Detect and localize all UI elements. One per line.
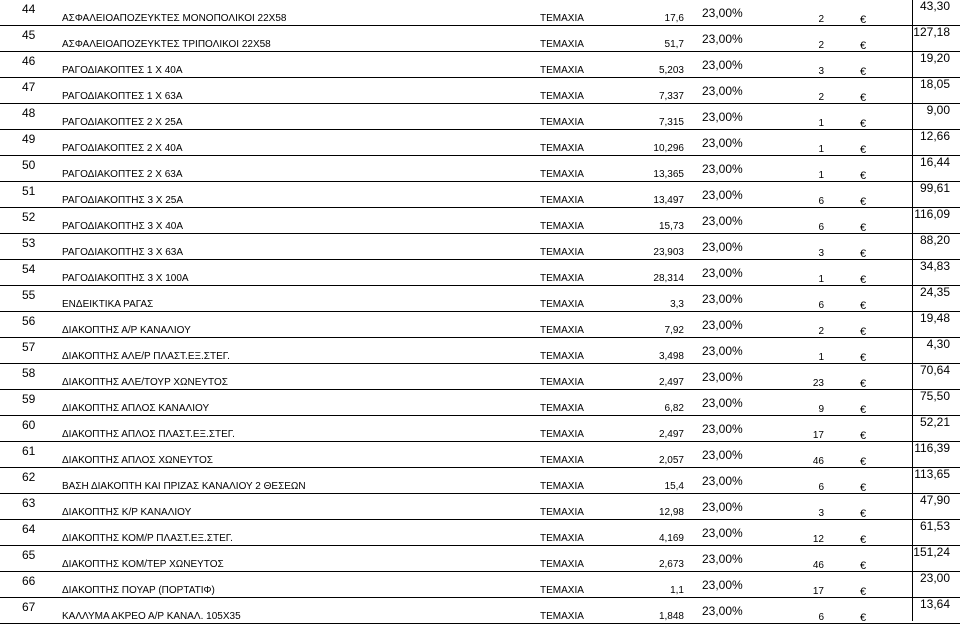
unit-label: ΤΕΜΑΧΙΑ xyxy=(540,403,584,414)
vat-rate: 23,00% xyxy=(702,370,743,384)
item-description: ΔΙΑΚΟΠΤΗΣ ΠΟΥΑΡ (ΠΟΡΤΑΤΙΦ) xyxy=(62,585,215,596)
unit-price: 5,203 xyxy=(658,65,684,76)
currency-symbol: € xyxy=(860,612,867,624)
currency-symbol: € xyxy=(860,40,867,52)
unit-label: ΤΕΜΑΧΙΑ xyxy=(540,39,584,50)
unit-price: 13,497 xyxy=(653,195,684,206)
unit-label: ΤΕΜΑΧΙΑ xyxy=(540,377,584,388)
vat-rate: 23,00% xyxy=(702,136,743,150)
line-total: 151,24 xyxy=(913,545,950,559)
vat-rate: 23,00% xyxy=(702,604,743,618)
currency-symbol: € xyxy=(860,534,867,546)
quantity: 2 xyxy=(818,92,824,103)
line-total: 127,18 xyxy=(913,25,950,39)
line-total: 16,44 xyxy=(919,155,950,169)
currency-symbol: € xyxy=(860,560,867,572)
item-description: ΔΙΑΚΟΠΤΗΣ ΑΛΕ/Ρ ΠΛΑΣΤ.ΕΞ.ΣΤΕΓ. xyxy=(62,351,230,362)
vat-rate: 23,00% xyxy=(702,240,743,254)
row-number: 63 xyxy=(22,496,36,510)
unit-label: ΤΕΜΑΧΙΑ xyxy=(540,559,584,570)
table-row xyxy=(0,52,960,78)
currency-symbol: € xyxy=(860,118,867,130)
unit-price: 4,169 xyxy=(658,533,684,544)
quantity: 3 xyxy=(818,248,824,259)
table-row xyxy=(0,130,960,156)
quantity: 23 xyxy=(812,378,824,389)
quantity: 1 xyxy=(818,274,824,285)
item-description: ΕΝΔΕΙΚΤΙΚΑ ΡΑΓΑΣ xyxy=(62,299,154,310)
row-number: 44 xyxy=(22,2,36,16)
row-number: 59 xyxy=(22,392,36,406)
currency-symbol: € xyxy=(860,508,867,520)
currency-symbol: € xyxy=(860,92,867,104)
line-total: 116,39 xyxy=(914,441,950,455)
line-total: 19,48 xyxy=(919,311,950,325)
table-row xyxy=(0,260,960,286)
line-total: 47,90 xyxy=(919,493,950,507)
line-total: 70,64 xyxy=(919,363,950,377)
quantity: 6 xyxy=(818,482,824,493)
unit-label: ΤΕΜΑΧΙΑ xyxy=(540,65,584,76)
quantity: 12 xyxy=(812,534,824,545)
unit-price: 7,92 xyxy=(664,325,684,336)
line-total: 4,30 xyxy=(926,337,950,351)
table-row xyxy=(0,572,960,598)
unit-label: ΤΕΜΑΧΙΑ xyxy=(540,221,584,232)
vat-rate: 23,00% xyxy=(702,266,743,280)
unit-label: ΤΕΜΑΧΙΑ xyxy=(540,585,584,596)
currency-symbol: € xyxy=(860,378,867,390)
currency-symbol: € xyxy=(860,170,867,182)
row-number: 46 xyxy=(22,54,36,68)
line-total: 113,65 xyxy=(914,467,950,481)
vat-rate: 23,00% xyxy=(702,214,743,228)
vat-rate: 23,00% xyxy=(702,58,743,72)
unit-label: ΤΕΜΑΧΙΑ xyxy=(540,481,584,492)
item-description: ΔΙΑΚΟΠΤΗΣ ΑΛΕ/ΤΟΥΡ ΧΩΝΕΥΤΟΣ xyxy=(62,377,228,388)
unit-price: 23,903 xyxy=(653,247,684,258)
row-number: 51 xyxy=(22,184,36,198)
table-row xyxy=(0,286,960,312)
vat-rate: 23,00% xyxy=(702,448,743,462)
unit-price: 3,498 xyxy=(658,351,684,362)
unit-price: 51,7 xyxy=(664,39,684,50)
row-number: 67 xyxy=(22,600,36,614)
line-total: 43,30 xyxy=(919,0,950,13)
currency-symbol: € xyxy=(860,144,867,156)
table-row xyxy=(0,364,960,390)
table-row xyxy=(0,234,960,260)
unit-price: 7,315 xyxy=(658,117,684,128)
unit-price: 1,1 xyxy=(670,585,684,596)
row-number: 58 xyxy=(22,366,36,380)
unit-price: 28,314 xyxy=(653,273,684,284)
table-row xyxy=(0,390,960,416)
vat-rate: 23,00% xyxy=(702,396,743,410)
quantity: 1 xyxy=(818,352,824,363)
unit-label: ΤΕΜΑΧΙΑ xyxy=(540,91,584,102)
table-row xyxy=(0,416,960,442)
item-description: ΔΙΑΚΟΠΤΗΣ ΚΟΜ/Ρ ΠΛΑΣΤ.ΕΞ.ΣΤΕΓ. xyxy=(62,533,233,544)
line-total: 23,00 xyxy=(919,571,950,585)
unit-price: 7,337 xyxy=(658,91,684,102)
vat-rate: 23,00% xyxy=(702,84,743,98)
currency-symbol: € xyxy=(860,404,867,416)
quantity: 3 xyxy=(818,508,824,519)
line-total: 116,09 xyxy=(914,207,950,221)
unit-label: ΤΕΜΑΧΙΑ xyxy=(540,169,584,180)
row-number: 64 xyxy=(22,522,36,536)
table-row xyxy=(0,312,960,338)
unit-label: ΤΕΜΑΧΙΑ xyxy=(540,507,584,518)
line-total: 12,66 xyxy=(919,129,950,143)
quantity: 46 xyxy=(812,560,824,571)
currency-symbol: € xyxy=(860,300,867,312)
row-number: 62 xyxy=(22,470,36,484)
vat-rate: 23,00% xyxy=(702,32,743,46)
unit-price: 2,497 xyxy=(658,429,684,440)
line-total: 61,53 xyxy=(919,519,950,533)
vat-rate: 23,00% xyxy=(702,422,743,436)
quantity: 6 xyxy=(818,612,824,623)
vat-rate: 23,00% xyxy=(702,318,743,332)
vat-rate: 23,00% xyxy=(702,188,743,202)
table-row xyxy=(0,208,960,234)
unit-label: ΤΕΜΑΧΙΑ xyxy=(540,429,584,440)
table-row xyxy=(0,104,960,130)
item-description: ΑΣΦΑΛΕΙΟΑΠΟΖΕΥΚΤΕΣ ΤΡΙΠΟΛΙΚΟΙ 22Χ58 xyxy=(62,39,271,50)
unit-label: ΤΕΜΑΧΙΑ xyxy=(540,455,584,466)
currency-symbol: € xyxy=(860,586,867,598)
line-total: 19,20 xyxy=(919,51,950,65)
item-description: ΡΑΓΟΔΙΑΚΟΠΤΗΣ 3 Χ 40Α xyxy=(62,221,184,232)
unit-price: 15,73 xyxy=(658,221,684,232)
line-total: 88,20 xyxy=(919,233,950,247)
table-row xyxy=(0,468,960,494)
row-number: 65 xyxy=(22,548,36,562)
item-description: ΡΑΓΟΔΙΑΚΟΠΤΕΣ 1 Χ 40Α xyxy=(62,65,183,76)
row-number: 61 xyxy=(22,444,36,458)
table-row xyxy=(0,26,960,52)
vat-rate: 23,00% xyxy=(702,162,743,176)
item-description: ΒΑΣΗ ΔΙΑΚΟΠΤΗ ΚΑΙ ΠΡΙΖΑΣ ΚΑΝΑΛΙΟΥ 2 ΘΕΣΕΩΝ xyxy=(62,481,306,492)
item-description: ΡΑΓΟΔΙΑΚΟΠΤΕΣ 2 Χ 40Α xyxy=(62,143,183,154)
unit-price: 2,057 xyxy=(658,455,684,466)
row-number: 47 xyxy=(22,80,36,94)
item-description: ΚΑΛΛΥΜΑ ΑΚΡΕΟ Α/Ρ ΚΑΝΑΛ. 105Χ35 xyxy=(62,611,241,622)
currency-symbol: € xyxy=(860,66,867,78)
unit-price: 10,296 xyxy=(653,143,684,154)
unit-label: ΤΕΜΑΧΙΑ xyxy=(540,195,584,206)
table-row xyxy=(0,546,960,572)
row-number: 45 xyxy=(22,28,36,42)
row-number: 55 xyxy=(22,288,36,302)
vat-rate: 23,00% xyxy=(702,344,743,358)
row-number: 66 xyxy=(22,574,36,588)
row-number: 48 xyxy=(22,106,36,120)
currency-symbol: € xyxy=(860,326,867,338)
quantity: 17 xyxy=(812,430,824,441)
vat-rate: 23,00% xyxy=(702,474,743,488)
item-description: ΡΑΓΟΔΙΑΚΟΠΤΕΣ 1 Χ 63Α xyxy=(62,91,183,102)
item-description: ΡΑΓΟΔΙΑΚΟΠΤΕΣ 2 Χ 63Α xyxy=(62,169,183,180)
line-total: 9,00 xyxy=(926,103,950,117)
table-row xyxy=(0,182,960,208)
vat-rate: 23,00% xyxy=(702,110,743,124)
item-description: ΔΙΑΚΟΠΤΗΣ ΑΠΛΟΣ ΠΛΑΣΤ.ΕΞ.ΣΤΕΓ. xyxy=(62,429,235,440)
row-number: 49 xyxy=(22,132,36,146)
table-row xyxy=(0,0,960,26)
quantity: 6 xyxy=(818,196,824,207)
line-total: 99,61 xyxy=(919,181,950,195)
item-description: ΡΑΓΟΔΙΑΚΟΠΤΗΣ 3 Χ 63Α xyxy=(62,247,184,258)
unit-price: 6,82 xyxy=(664,403,684,414)
quantity: 1 xyxy=(818,144,824,155)
line-total: 24,35 xyxy=(919,285,950,299)
vat-rate: 23,00% xyxy=(702,6,743,20)
unit-price: 13,365 xyxy=(653,169,684,180)
quantity: 1 xyxy=(818,170,824,181)
item-description: ΔΙΑΚΟΠΤΗΣ Κ/Ρ ΚΑΝΑΛΙΟΥ xyxy=(62,507,192,518)
row-number: 56 xyxy=(22,314,36,328)
table-row xyxy=(0,494,960,520)
unit-price: 17,6 xyxy=(664,13,684,24)
line-total: 18,05 xyxy=(919,77,950,91)
table-row xyxy=(0,338,960,364)
row-number: 50 xyxy=(22,158,36,172)
unit-label: ΤΕΜΑΧΙΑ xyxy=(540,611,584,622)
unit-label: ΤΕΜΑΧΙΑ xyxy=(540,299,584,310)
unit-label: ΤΕΜΑΧΙΑ xyxy=(540,325,584,336)
unit-label: ΤΕΜΑΧΙΑ xyxy=(540,533,584,544)
unit-price: 15,4 xyxy=(664,481,684,492)
table-row xyxy=(0,78,960,104)
quantity: 46 xyxy=(812,456,824,467)
item-description: ΔΙΑΚΟΠΤΗΣ ΑΠΛΟΣ ΚΑΝΑΛΙΟΥ xyxy=(62,403,210,414)
currency-symbol: € xyxy=(860,222,867,234)
unit-label: ΤΕΜΑΧΙΑ xyxy=(540,351,584,362)
unit-price: 2,497 xyxy=(658,377,684,388)
item-description: ΡΑΓΟΔΙΑΚΟΠΤΗΣ 3 Χ 100Α xyxy=(62,273,189,284)
quantity: 2 xyxy=(818,40,824,51)
vat-rate: 23,00% xyxy=(702,552,743,566)
quantity: 6 xyxy=(818,300,824,311)
unit-label: ΤΕΜΑΧΙΑ xyxy=(540,273,584,284)
item-description: ΡΑΓΟΔΙΑΚΟΠΤΕΣ 2 Χ 25Α xyxy=(62,117,183,128)
vat-rate: 23,00% xyxy=(702,526,743,540)
item-description: ΑΣΦΑΛΕΙΟΑΠΟΖΕΥΚΤΕΣ ΜΟΝΟΠΟΛΙΚΟΙ 22Χ58 xyxy=(62,13,287,24)
line-total: 52,21 xyxy=(919,415,950,429)
item-description: ΔΙΑΚΟΠΤΗΣ Α/Ρ ΚΑΝΑΛΙΟΥ xyxy=(62,325,191,336)
item-description: ΔΙΑΚΟΠΤΗΣ ΑΠΛΟΣ ΧΩΝΕΥΤΟΣ xyxy=(62,455,213,466)
unit-label: ΤΕΜΑΧΙΑ xyxy=(540,247,584,258)
unit-label: ΤΕΜΑΧΙΑ xyxy=(540,117,584,128)
unit-price: 12,98 xyxy=(658,507,684,518)
row-number: 57 xyxy=(22,340,36,354)
quantity: 9 xyxy=(818,404,824,415)
unit-price: 3,3 xyxy=(670,299,684,310)
vat-rate: 23,00% xyxy=(702,578,743,592)
row-number: 54 xyxy=(22,262,36,276)
quantity: 6 xyxy=(818,222,824,233)
unit-label: ΤΕΜΑΧΙΑ xyxy=(540,143,584,154)
item-description: ΔΙΑΚΟΠΤΗΣ ΚΟΜ/ΤΕΡ ΧΩΝΕΥΤΟΣ xyxy=(62,559,224,570)
unit-label: ΤΕΜΑΧΙΑ xyxy=(540,13,584,24)
quantity: 17 xyxy=(812,586,824,597)
item-description: ΡΑΓΟΔΙΑΚΟΠΤΗΣ 3 Χ 25Α xyxy=(62,195,184,206)
line-total: 34,83 xyxy=(919,259,950,273)
row-number: 52 xyxy=(22,210,36,224)
currency-symbol: € xyxy=(860,274,867,286)
row-number: 53 xyxy=(22,236,36,250)
currency-symbol: € xyxy=(860,456,867,468)
table-row xyxy=(0,156,960,182)
currency-symbol: € xyxy=(860,352,867,364)
currency-symbol: € xyxy=(860,430,867,442)
currency-symbol: € xyxy=(860,482,867,494)
row-number: 60 xyxy=(22,418,36,432)
line-total: 13,64 xyxy=(919,597,950,611)
currency-symbol: € xyxy=(860,248,867,260)
table-row xyxy=(0,520,960,546)
table-row xyxy=(0,442,960,468)
unit-price: 1,848 xyxy=(658,611,684,622)
line-total: 75,50 xyxy=(919,389,950,403)
quantity: 2 xyxy=(818,326,824,337)
quantity: 1 xyxy=(818,118,824,129)
currency-symbol: € xyxy=(860,14,867,26)
quantity: 3 xyxy=(818,66,824,77)
table-row xyxy=(0,598,960,624)
vat-rate: 23,00% xyxy=(702,292,743,306)
currency-symbol: € xyxy=(860,196,867,208)
unit-price: 2,673 xyxy=(658,559,684,570)
quantity: 2 xyxy=(818,14,824,25)
vat-rate: 23,00% xyxy=(702,500,743,514)
